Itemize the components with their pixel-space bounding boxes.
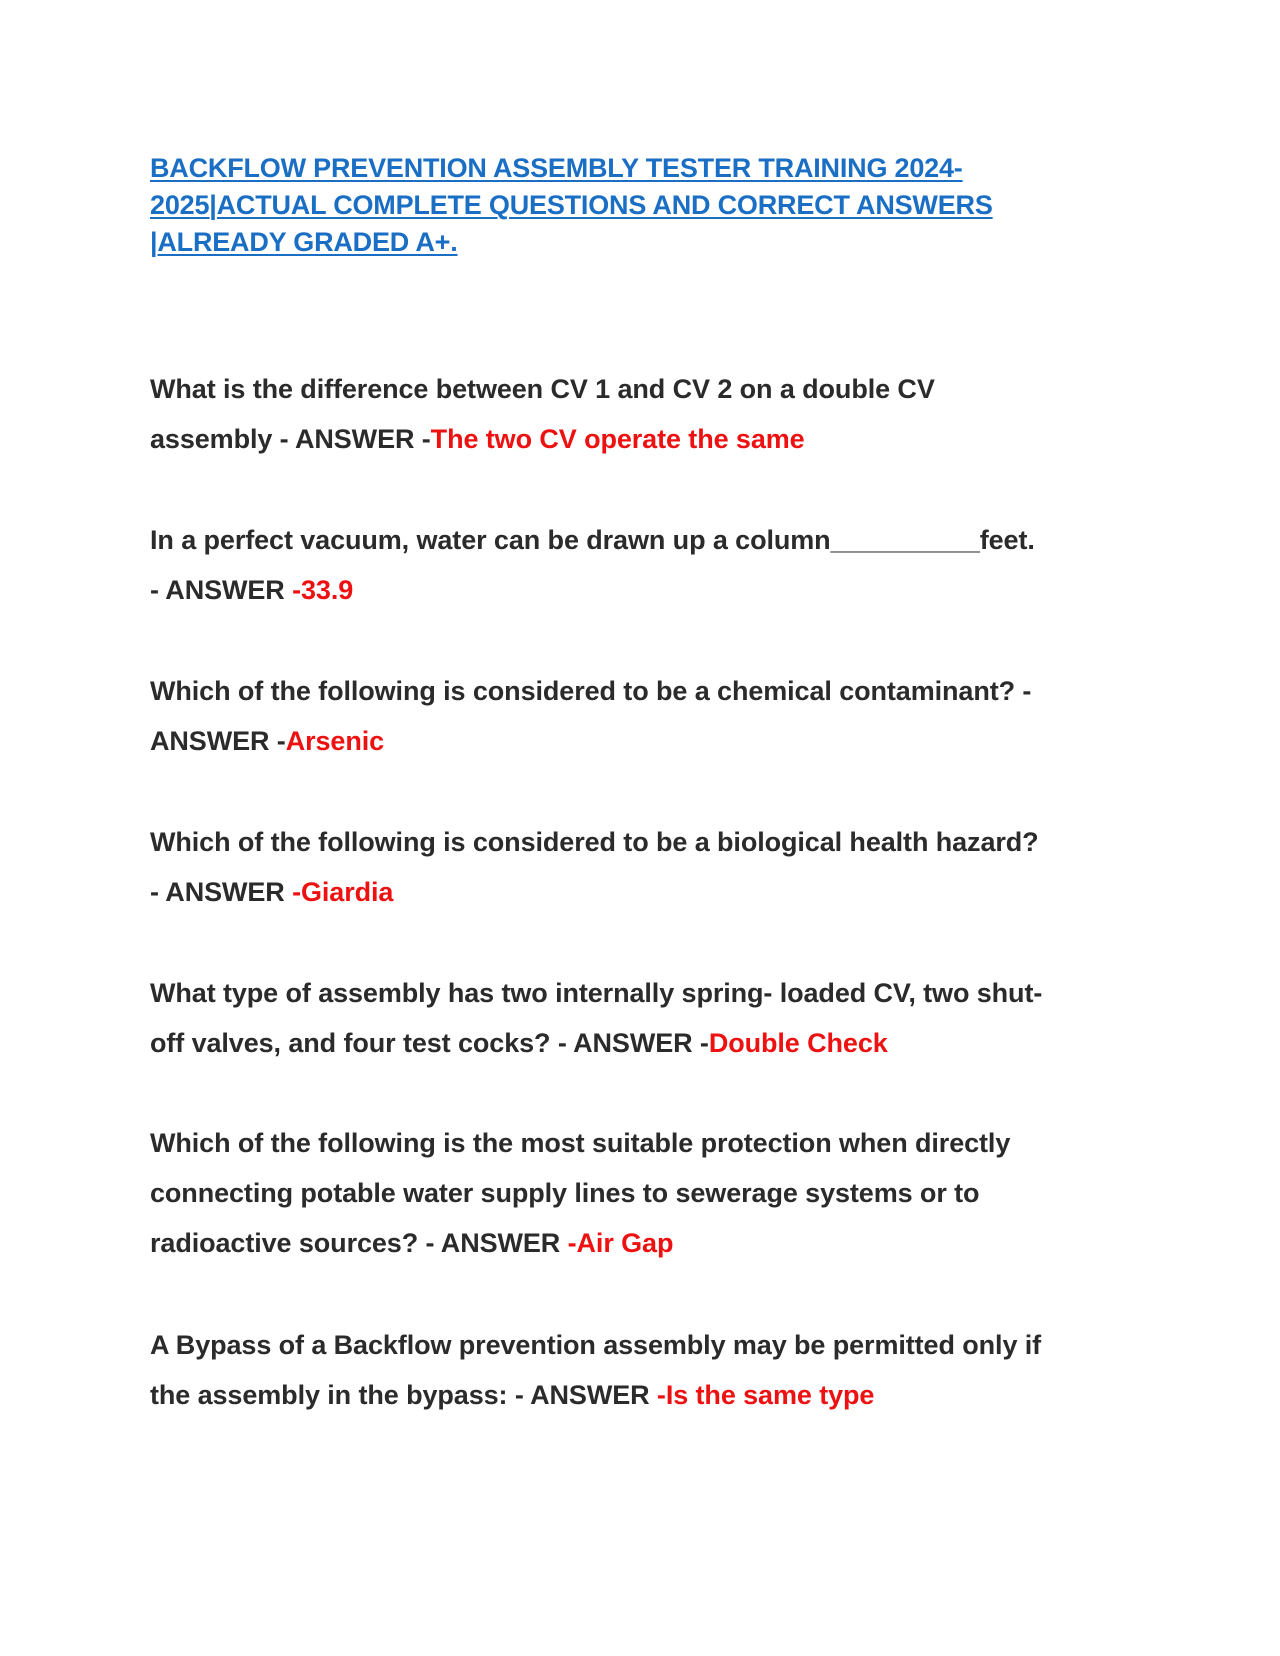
question-text: Which of the following is considered to be a chemical contaminant? - <box>150 676 1032 706</box>
answer-text: Double Check <box>708 1028 888 1058</box>
question-text: ANSWER - <box>150 726 286 756</box>
question-line <box>150 716 1140 766</box>
question-line <box>150 1370 1140 1420</box>
question-text: assembly - ANSWER - <box>150 424 431 454</box>
answer-text: The two CV operate the same <box>430 424 805 454</box>
question-line <box>150 867 1140 917</box>
qa-item <box>150 968 1140 1068</box>
answer-text: -33.9 <box>292 575 354 605</box>
question-text: off valves, and four test cocks? - ANSWER - <box>150 1028 709 1058</box>
question-text: Which of the following is the most suitable protection when directly <box>150 1128 1011 1158</box>
title-line: 2025|ACTUAL COMPLETE QUESTIONS AND CORRECT ANSWERS <box>150 190 993 220</box>
title-line: BACKFLOW PREVENTION ASSEMBLY TESTER TRAINING 2024- <box>150 153 963 183</box>
answer-text: -Air Gap <box>567 1228 674 1258</box>
question-line <box>150 565 1140 615</box>
question-text: the assembly in the bypass: - ANSWER <box>150 1380 657 1410</box>
qa-item <box>150 1320 1140 1420</box>
document-title-link[interactable] <box>150 150 1110 261</box>
question-text: connecting potable water supply lines to sewerage systems or to <box>150 1178 980 1208</box>
qa-item <box>150 364 1140 464</box>
question-text: radioactive sources? - ANSWER <box>150 1228 568 1258</box>
question-text: What type of assembly has two internally spring- loaded CV, two shut- <box>150 978 1043 1008</box>
question-text: A Bypass of a Backflow prevention assembly may be permitted only if <box>150 1330 1042 1360</box>
title-line: |ALREADY GRADED A+. <box>150 227 458 257</box>
qa-item <box>150 1118 1140 1268</box>
answer-text: Arsenic <box>285 726 385 756</box>
qa-item <box>150 666 1140 766</box>
question-text: In a perfect vacuum, water can be drawn up a column__________feet. <box>150 525 1035 555</box>
qa-item <box>150 817 1140 917</box>
question-line <box>150 1218 1140 1268</box>
question-text: What is the difference between CV 1 and CV 2 on a double CV <box>150 374 935 404</box>
question-line <box>150 1018 1140 1068</box>
answer-text: -Is the same type <box>656 1380 875 1410</box>
question-text: - ANSWER <box>150 575 293 605</box>
qa-item <box>150 515 1140 615</box>
question-line <box>150 414 1140 464</box>
question-text: Which of the following is considered to be a biological health hazard? <box>150 827 1039 857</box>
question-text: - ANSWER <box>150 877 293 907</box>
answer-text: -Giardia <box>292 877 394 907</box>
